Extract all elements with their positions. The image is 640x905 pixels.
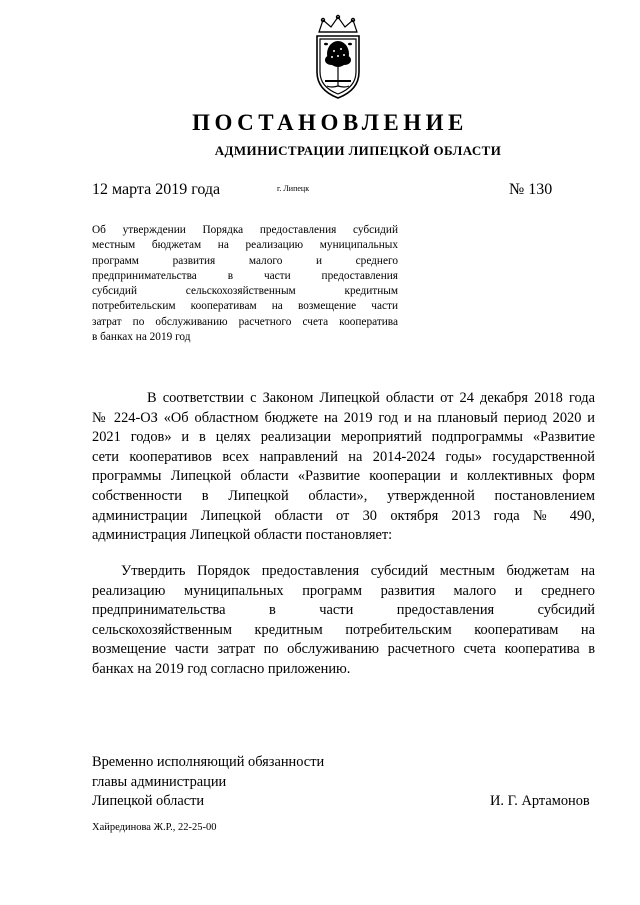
- subject-line: субсидий сельскохозяйственным кредитным: [92, 285, 398, 298]
- document-title: ПОСТАНОВЛЕНИЕ: [192, 110, 468, 135]
- paragraph-line: № 224-ОЗ «Об областном бюджете на 2019 год и на плановый период 2020 и: [92, 409, 595, 426]
- document-number: № 130: [509, 181, 553, 198]
- subject-line: предпринимательства в части предоставления: [92, 269, 398, 282]
- paragraph-line: 2021 годов» и в целях реализации мероприятий подпрограммы «Развитие: [92, 429, 595, 446]
- document-date: 12 марта 2019 года: [92, 181, 221, 198]
- paragraph-line: программы Липецкой области «Развитие кооперации и коллективных форм: [92, 468, 595, 485]
- document-city: г. Липецк: [277, 184, 310, 193]
- signatory-position: [92, 753, 324, 812]
- body-paragraph-resolution: [92, 562, 595, 680]
- signatory-position-line: Липецкой области: [92, 793, 205, 810]
- subject-line: в банках на 2019 год: [92, 331, 191, 344]
- signatory-name: И. Г. Артамонов: [490, 793, 590, 809]
- paragraph-line: собственности в Липецкой области», утвержденной постановлением: [92, 487, 595, 504]
- coat-of-arms-icon: [301, 14, 375, 102]
- document-subtitle: АДМИНИСТРАЦИИ ЛИПЕЦКОЙ ОБЛАСТИ: [214, 143, 502, 158]
- paragraph-line: Утвердить Порядок предоставления субсидий местным бюджетам на: [121, 563, 595, 579]
- subject-line: местным бюджетам на реализацию муниципальных: [92, 239, 398, 252]
- paragraph-line: банках на 2019 год согласно приложению.: [92, 660, 351, 677]
- signatory-position-line: главы администрации: [92, 773, 227, 790]
- paragraph-line: администрации Липецкой области от 30 октября 2013 года № 490,: [92, 507, 595, 524]
- paragraph-line: администрация Липецкой области постановляет:: [92, 527, 393, 544]
- paragraph-line: возмещение части затрат по обслуживанию расчетного счета кооператива в: [92, 641, 595, 658]
- paragraph-line: В соответствии с Законом Липецкой области от 24 декабря 2018 года: [147, 390, 595, 406]
- subject-line: затрат по обслуживанию расчетного счета кооператива: [92, 315, 398, 328]
- subject-line: программ развития малого и среднего: [92, 254, 398, 267]
- subject-line: Об утверждении Порядка предоставления субсидий: [92, 224, 398, 236]
- body-paragraph-preamble: [92, 389, 595, 546]
- executor-contact: Хайрединова Ж.Р., 22-25-00: [92, 822, 217, 833]
- paragraph-line: предпринимательства в части предоставления субсидий: [92, 602, 595, 619]
- subject-line: потребительским кооперативам на возмещение части: [92, 300, 398, 313]
- paragraph-line: реализацию муниципальных программ развития малого и среднего: [92, 582, 595, 599]
- signatory-position-line: Временно исполняющий обязанности: [92, 754, 325, 770]
- document-subject: [92, 223, 398, 345]
- paragraph-line: сети кооперативов всех направлений на 2014-2024 годы» государственной: [92, 448, 595, 465]
- paragraph-line: сельскохозяйственным кредитным потребительским кооперативам на: [92, 621, 595, 638]
